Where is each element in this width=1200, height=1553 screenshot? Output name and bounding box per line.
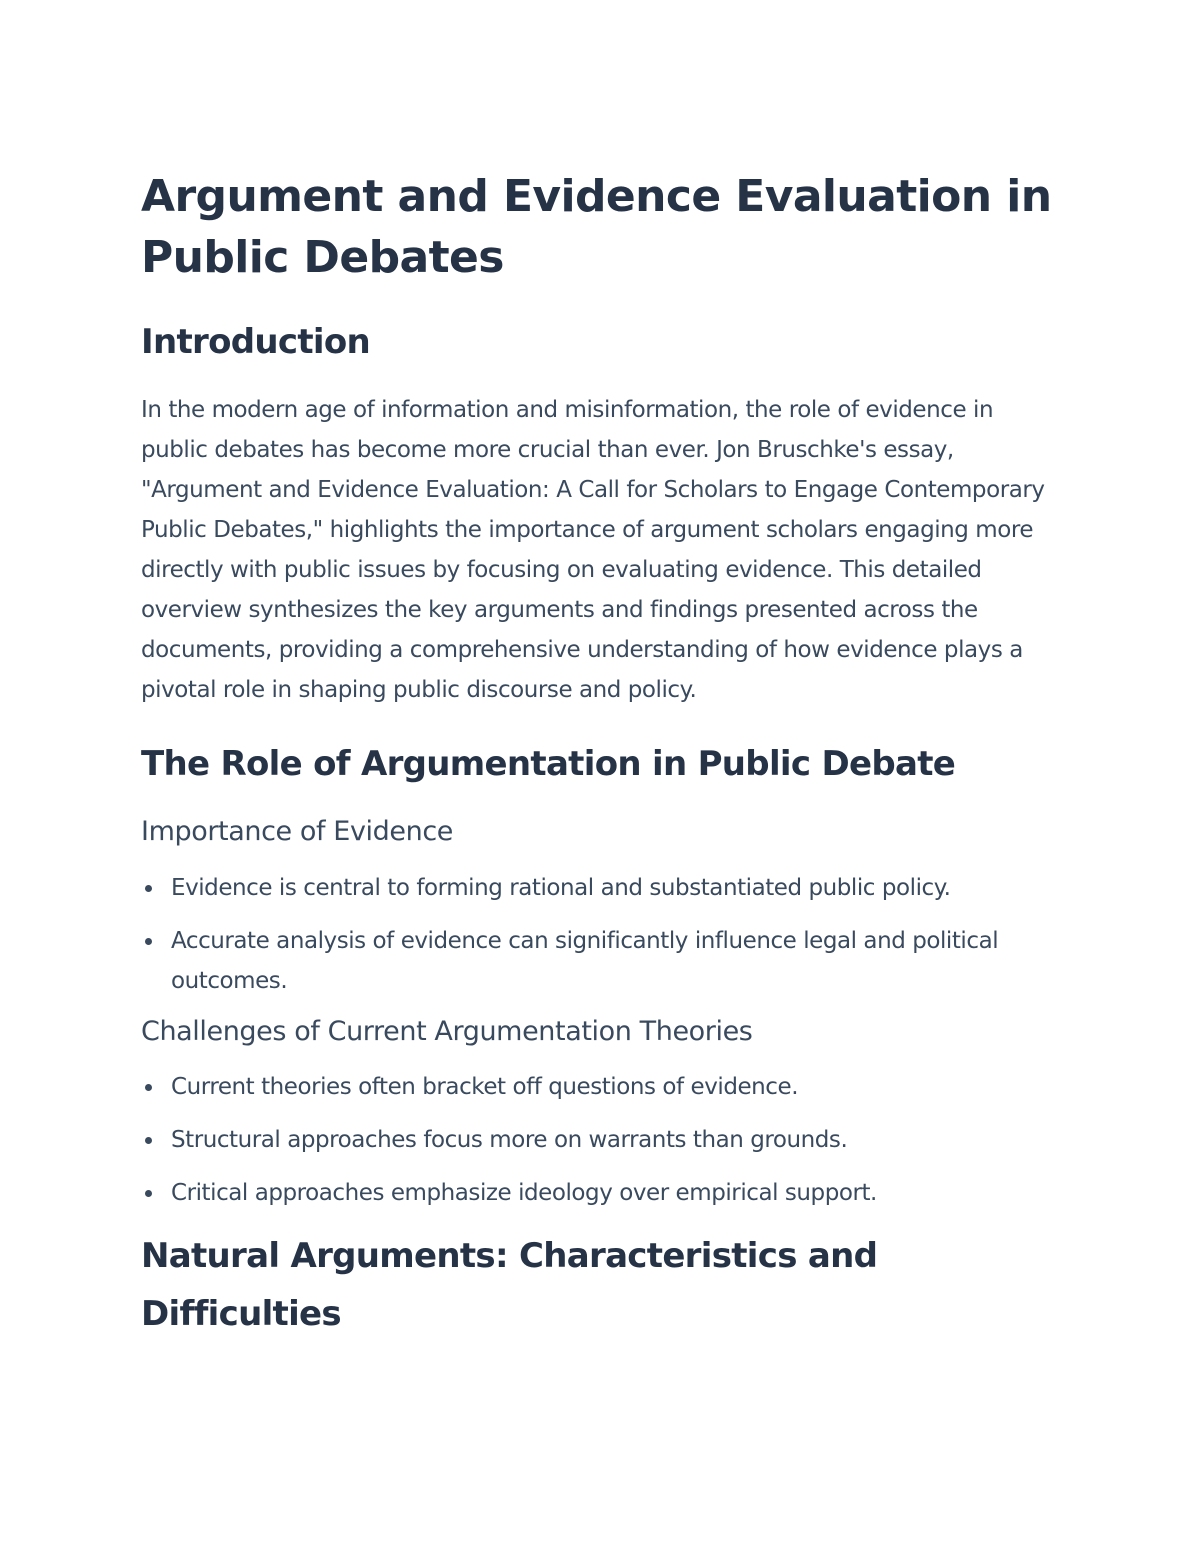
list-item-text: Critical approaches emphasize ideology over empirical support. <box>171 1180 877 1206</box>
subsection-heading-challenges: Challenges of Current Argumentation Theories <box>141 1016 753 1047</box>
list-item <box>141 1173 1060 1213</box>
section-heading-introduction: Introduction <box>141 322 371 362</box>
bullet-list-challenges <box>141 1067 1060 1213</box>
introduction-paragraph: In the modern age of information and misinformation, the role of evidence in public debates has become more crucial than ever. Jon Bruschke's essay, "Argument and Evidence Evaluation: A Call for Scholars to Engage Contemporary Public Debates," highlights the importance of argument scholars engaging more directly with public issues by focusing on evaluating evidence. This detailed overview synthesizes the key arguments and findings presented across the documents, providing a comprehensive understanding of how evidence plays a pivotal role in shaping public discourse and policy. <box>141 397 1045 703</box>
list-item-text: Accurate analysis of evidence can significantly influence legal and political outcomes. <box>171 928 999 994</box>
list-item <box>141 921 1060 1001</box>
list-item <box>141 1067 1060 1107</box>
subsection-heading-importance-of-evidence: Importance of Evidence <box>141 816 453 847</box>
list-item-text: Evidence is central to forming rational and substantiated public policy. <box>171 875 951 901</box>
section-heading-natural-arguments: Natural Arguments: Characteristics and Difficulties <box>141 1236 878 1334</box>
list-item <box>141 868 1060 908</box>
bullet-dot-icon <box>145 885 152 892</box>
bullet-dot-icon <box>145 938 152 945</box>
bullet-dot-icon <box>145 1137 152 1144</box>
list-item <box>141 1120 1060 1160</box>
bullet-list-importance-of-evidence <box>141 868 1060 1001</box>
document-title: Argument and Evidence Evaluation in Public Debates <box>141 171 1052 283</box>
bullet-dot-icon <box>145 1190 152 1197</box>
bullet-dot-icon <box>145 1084 152 1091</box>
list-item-text: Current theories often bracket off questions of evidence. <box>171 1074 799 1100</box>
section-heading-role-of-argumentation: The Role of Argumentation in Public Debate <box>141 744 956 784</box>
list-item-text: Structural approaches focus more on warrants than grounds. <box>171 1127 848 1153</box>
